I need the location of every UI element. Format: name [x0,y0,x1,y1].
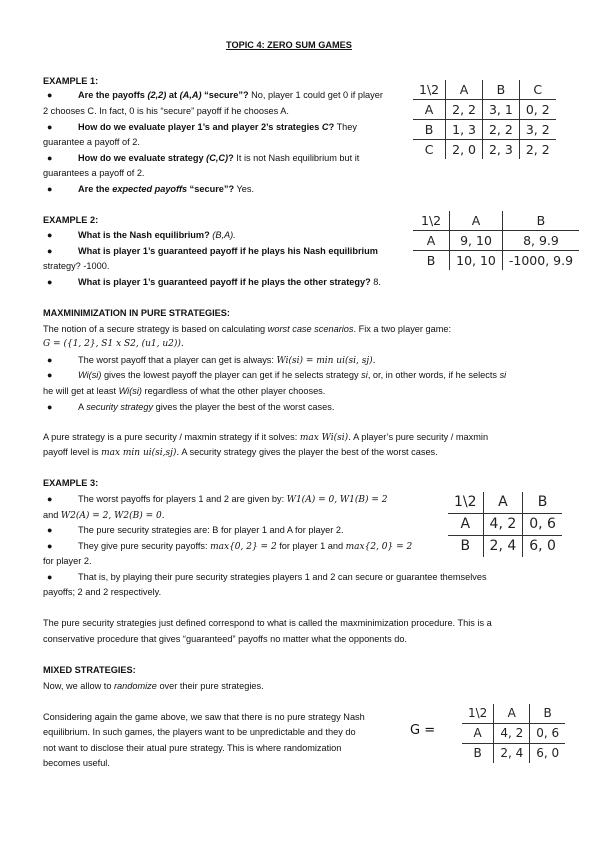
payoff-cell: 2, 4 [494,744,530,764]
example-3-heading: EXAMPLE 3: [43,478,99,488]
maxmin-bullet-2-line-1: Wi(si) gives the lowest payoff the player can get if he selects strategy si, or, in other words, if he selects si [78,370,507,380]
ex1-bullet-2-line-1: How do we evaluate player 1’s and player 2’s strategies C? They [78,122,357,132]
bullet-icon: ● [47,246,53,256]
column-header: B [530,704,565,724]
ex3-bullet-3-line-1: They give pure security payoffs: max{0, 2} = 2 for player 1 and max{2, 0} = 2 [78,541,413,552]
ex3-bullet-1-line-2: and W2(A) = 2, W2(B) = 0. [43,510,165,521]
mixed-paragraph-1: Now, we allow to randomize over their pure strategies. [43,681,264,691]
payoff-cell: 9, 10 [450,231,503,251]
row-header: B [413,251,450,271]
ex1-bullet-2-line-2: guarantee a payoff of 2. [43,137,140,147]
bullet-icon: ● [47,230,53,240]
column-header: B [482,80,519,100]
row-header: A [413,100,446,120]
bullet-icon: ● [47,525,53,535]
bullet-icon: ● [47,402,53,412]
bullet-icon: ● [47,277,53,287]
ex1-bullet-1-line-1: Are the payoffs (2,2) at (A,A) “secure”? No, player 1 could get 0 if player [78,90,383,100]
bullet-icon: ● [47,184,53,194]
payoff-cell: 0, 6 [523,514,562,536]
maxmin-bullet-2-line-2: he will get at least Wi(si) regardless of what the other player chooses. [43,386,326,396]
maxmin-procedure-line-1: The pure security strategies just defined correspond to what is called the maxminimization procedure. This is a [43,618,492,628]
example-1-heading: EXAMPLE 1: [43,76,99,86]
column-header: B [523,492,562,514]
payoff-cell: 6, 0 [536,746,560,761]
payoff-cell: 4, 2 [494,724,530,744]
game-g-label: G = [410,723,436,738]
ex3-bullet-3-line-2: for player 2. [43,556,92,566]
ex3-bullet-4-line-1: That is, by playing their pure security strategies players 1 and 2 can secure or guarantee themselves [78,572,487,582]
example-2-heading: EXAMPLE 2: [43,215,99,225]
payoff-cell: -1000, 9.9 [508,253,574,268]
payoff-cell: 6, 0 [529,538,556,555]
ex1-bullet-3-line-1: How do we evaluate strategy (C,C)? It is not Nash equilibrium but it [78,153,360,163]
bullet-icon: ● [47,370,53,380]
payoff-cell: 10, 10 [450,251,503,271]
bullet-icon: ● [47,572,53,582]
column-header: A [446,80,483,100]
payoff-cell: 3, 1 [482,100,519,120]
column-header: A [450,211,503,231]
row-header: A [462,724,494,744]
game-definition: G = ({1, 2}, S1 x S2, (u1, u2)). [43,339,184,349]
column-header: B [502,211,579,231]
ex2-bullet-2-line-1: What is player 1’s guaranteed payoff if he plays his Nash equilibrium [78,246,378,256]
bullet-icon: ● [47,494,53,504]
ex3-bullet-4-line-2: payoffs; 2 and 2 respectively. [43,587,162,597]
ex1-bullet-3-line-2: guarantees a payoff of 2. [43,168,145,178]
payoff-cell: 2, 2 [525,142,550,157]
row-header: A [413,231,450,251]
column-header: C [519,80,555,100]
row-header: C [413,140,446,160]
ex3-bullet-2: The pure security strategies are: B for player 1 and A for player 2. [78,525,344,535]
bullet-icon: ● [47,122,53,132]
maxmin-bullet-3: A security strategy gives the player the best of the worst cases. [78,402,335,412]
table-corner: 1\2 [448,492,483,514]
ex2-bullet-2-line-2: strategy? -1000. [43,261,110,271]
ex3-bullet-1-line-1: The worst payoffs for players 1 and 2 are given by: W1(A) = 0, W1(B) = 2 [78,494,388,505]
payoff-cell: 2, 2 [482,120,519,140]
mixed-paragraph-2-line-3: not want to disclose their atual pure strategy. This is where randomization [43,743,342,753]
example-2-payoff-table [413,211,579,270]
table-corner: 1\2 [413,211,450,231]
bullet-icon: ● [47,90,53,100]
mixed-paragraph-2-line-2: equilibrium. In such games, the players want to be unpredictable and they do [43,727,356,737]
mixed-payoff-table [462,704,565,763]
ex2-bullet-1: What is the Nash equilibrium? (B,A). [78,230,236,240]
mixed-strategies-heading: MIXED STRATEGIES: [43,665,136,675]
maxmin-bullet-1: The worst payoff that a player can get is always: Wi(si) = min ui(si, sj). [78,355,376,366]
mixed-paragraph-2-line-1: Considering again the game above, we saw that there is no pure strategy Nash [43,712,365,722]
row-header: B [413,120,446,140]
payoff-cell: 1, 3 [446,120,483,140]
maxmin-paragraph-1: The notion of a secure strategy is based on calculating worst case scenarios. Fix a two player game: [43,324,452,334]
payoff-cell: 2, 0 [446,140,483,160]
payoff-cell: 2, 2 [446,100,483,120]
example-1-payoff-table [413,80,556,159]
maxmin-paragraph-3-line-2: payoff level is max min ui(si,sj). A security strategy gives the player the best of the worst cases. [43,447,438,458]
bullet-icon: ● [47,153,53,163]
column-header: A [494,704,530,724]
maxmin-paragraph-3-line-1: A pure strategy is a pure security / maxmin strategy if it solves: max Wi(si). A player’s pure security / maxmin [43,432,489,443]
payoff-cell: 4, 2 [483,514,523,536]
payoff-cell: 0, 2 [519,100,555,120]
ex1-bullet-4: Are the expected payoffs “secure”? Yes. [78,184,255,194]
maxmin-heading: MAXMINIMIZATION IN PURE STRATEGIES: [43,308,230,318]
maxmin-procedure-line-2: conservative procedure that gives “guaranteed” payoffs no matter what the opponents do. [43,634,407,644]
bullet-icon: ● [47,541,53,551]
payoff-cell: 2, 4 [483,536,523,558]
mixed-paragraph-2-line-4: becomes useful. [43,758,110,768]
table-corner: 1\2 [462,704,494,724]
ex1-bullet-1-line-2: 2 chooses C. In fact, 0 is his “secure” payoff if he chooses A. [43,106,289,116]
ex2-bullet-3: What is player 1’s guaranteed payoff if he plays the other strategy? 8. [78,277,381,287]
payoff-cell: 8, 9.9 [502,231,579,251]
bullet-icon: ● [47,355,53,365]
row-header: B [448,536,483,558]
payoff-cell: 2, 3 [482,140,519,160]
row-header: A [448,514,483,536]
row-header: B [462,744,494,764]
column-header: A [483,492,523,514]
payoff-cell: 3, 2 [519,120,555,140]
table-corner: 1\2 [413,80,446,100]
example-3-payoff-table [448,492,562,557]
page-title: TOPIC 4: ZERO SUM GAMES [226,40,352,50]
payoff-cell: 0, 6 [530,724,565,744]
